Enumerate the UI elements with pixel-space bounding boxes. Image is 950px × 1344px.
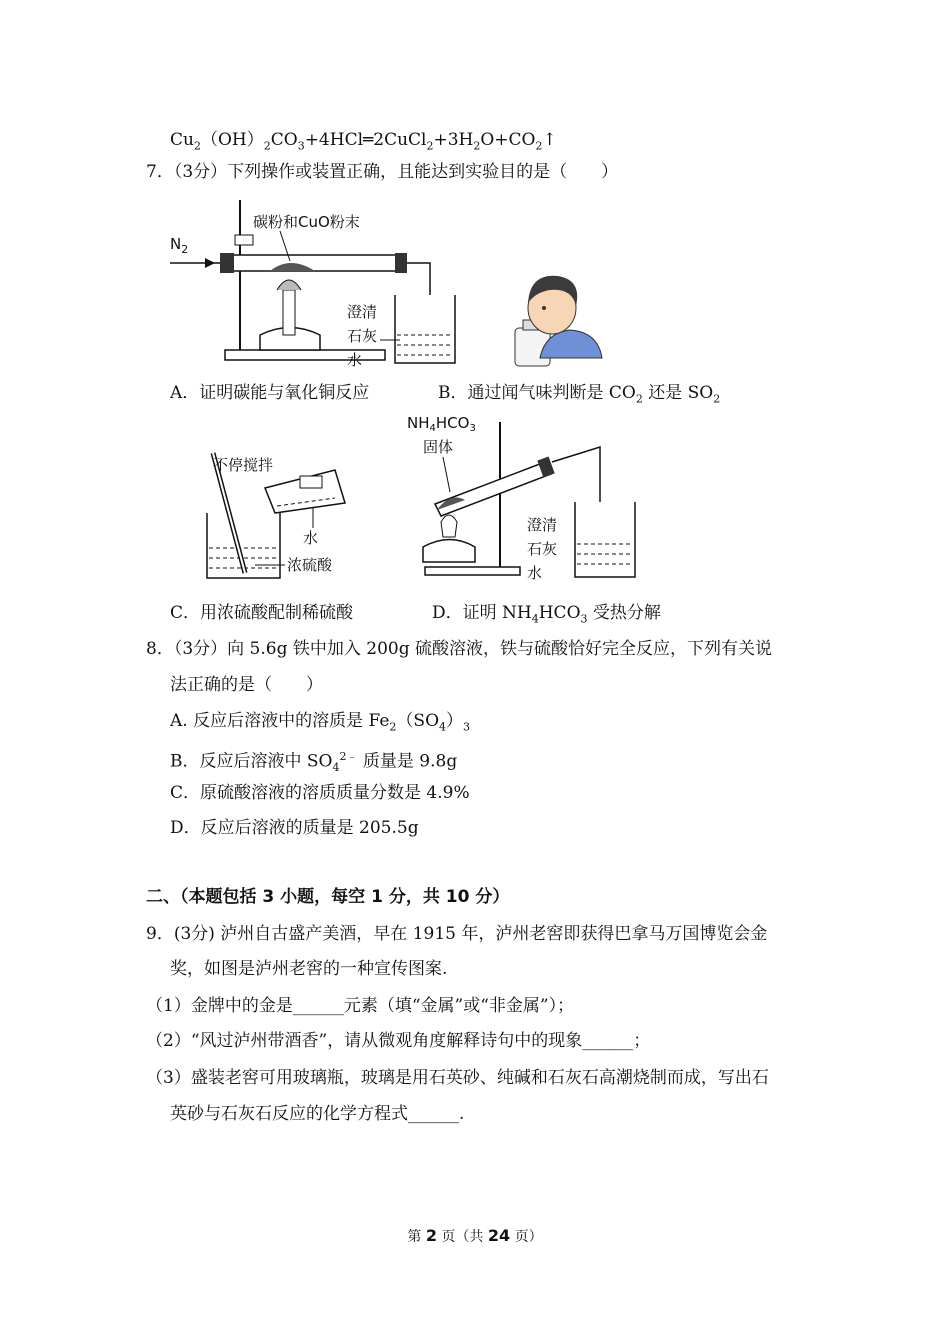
q8-option-a-text: （SO [396, 711, 440, 731]
q7-stem: 7．（3分）下列操作或装置正确，且能达到实验目的是（ ） [146, 162, 619, 182]
footer-text: 第 [407, 1229, 426, 1245]
q7-option-d-text: 受热分解 [587, 603, 661, 623]
footer-total-pages: 24 [487, 1226, 511, 1245]
fig-c-stir-label: 不停搅拌 [213, 456, 274, 474]
eq-sub: 2 [426, 139, 434, 153]
footer-text: 页） [510, 1229, 543, 1245]
q9-part-3-line1: （3）盛装老窖可用玻璃瓶，玻璃是用石英砂、纯碱和石灰石高潮烧制而成，写出石 [146, 1068, 769, 1088]
fig-d-solid-label: 固体 [423, 438, 454, 456]
q8-stem-line2: 法正确的是（ ） [170, 675, 323, 695]
q8-option-b [170, 745, 457, 780]
q7-option-b-sub: 2 [635, 392, 643, 406]
page-footer [0, 1226, 950, 1246]
q8-option-a-sub: 2 [389, 720, 397, 734]
q9-part-1: （1）金牌中的金是______元素（填“金属”或“非金属”）； [146, 996, 575, 1016]
q8-option-a-sub: 4 [439, 720, 447, 734]
fig-c-acid-label: 浓硫酸 [287, 556, 333, 574]
figure-a-apparatus [165, 195, 465, 370]
q8-option-b-text: 质量是 9.8g [357, 751, 458, 772]
eq-text: （OH） [200, 130, 264, 150]
section-2-title: 二、（本题包括 3 小题，每空 1 分，共 10 分） [146, 887, 510, 907]
fig-d-limewater-l3: 水 [527, 564, 543, 582]
q8-option-d: D．反应后溶液的质量是 205.5g [170, 818, 419, 838]
q7-option-a: A．证明碳能与氧化铜反应 [170, 383, 370, 403]
eq-text: +3H [433, 130, 474, 150]
fig-a-limewater-l2: 石灰 [347, 327, 378, 345]
figure-b-smelling [510, 258, 605, 368]
q7-option-b-text: 还是 SO [642, 383, 714, 403]
eq-sub: 2 [263, 139, 271, 153]
fig-a-limewater-l3: 水 [347, 351, 363, 369]
q7-option-b-text: B．通过闻气味判断是 CO [438, 383, 636, 403]
equation-line [170, 128, 557, 158]
q7-option-c: C．用浓硫酸配制稀硫酸 [170, 603, 354, 623]
q9-stem-line1: 9．(3分) 泸州自古盛产美酒，早在 1915 年，泸州老窖即获得巴拿马万国博览会金 [146, 924, 768, 944]
q7-option-d-text: HCO [538, 603, 581, 623]
q8-option-b-sup: 2﹣ [339, 750, 358, 763]
q9-part-3-line2: 英砂与石灰石反应的化学方程式______. [170, 1104, 465, 1124]
footer-text: 页（共 [436, 1229, 488, 1245]
fig-a-top-label: 碳粉和CuO粉末 [253, 213, 360, 231]
eq-text: ↑ [542, 130, 557, 150]
figure-d-decomposition [405, 412, 640, 582]
fig-c-water-label: 水 [303, 529, 319, 547]
q8-option-a-text: A. 反应后溶液中的溶质是 Fe [170, 711, 390, 731]
q8-option-a [170, 709, 470, 739]
q8-option-b-text: B．反应后溶液中 SO [170, 751, 333, 772]
q9-part-2: （2）“风过泸州带酒香”，请从微观角度解释诗句中的现象______； [146, 1031, 651, 1051]
fig-d-formula-label: $NH_4HCO_3$ [407, 414, 476, 434]
fig-d-limewater-l1: 澄清 [527, 516, 558, 534]
q7-option-d-sub: 3 [580, 612, 588, 626]
eq-text: CO [270, 130, 298, 150]
eq-text: +4HCl═2CuCl [304, 130, 427, 150]
q8-option-b-sub: 4 [332, 761, 340, 775]
fig-d-limewater-l2: 石灰 [527, 540, 558, 558]
eq-sub: 2 [193, 139, 201, 153]
q7-option-d [432, 601, 661, 631]
q9-stem-line2: 奖，如图是泸州老窖的一种宣传图案. [170, 959, 448, 979]
q8-option-c: C．原硫酸溶液的溶质质量分数是 4.9% [170, 783, 470, 803]
figure-c-dilution [195, 448, 365, 583]
fig-a-gas-label: $N_2$ [170, 235, 189, 256]
q7-option-d-text: D．证明 NH [432, 603, 532, 623]
footer-page-number: 2 [425, 1226, 437, 1245]
q7-option-b [438, 381, 720, 411]
eq-sub: 2 [473, 139, 481, 153]
fig-a-limewater-l1: 澄清 [347, 303, 378, 321]
q8-option-a-sub: 3 [463, 720, 471, 734]
eq-sub: 2 [535, 139, 543, 153]
q7-option-d-sub: 4 [531, 612, 539, 626]
q8-stem-line1: 8．（3分）向 5.6g 铁中加入 200g 硫酸溶液，铁与硫酸恰好完全反应，下列有关说 [146, 639, 772, 659]
eq-text: Cu [170, 130, 194, 150]
eq-sub: 3 [297, 139, 305, 153]
q7-option-b-sub: 2 [713, 392, 721, 406]
eq-text: O+CO [480, 130, 536, 150]
q8-option-a-text: ） [446, 711, 464, 731]
